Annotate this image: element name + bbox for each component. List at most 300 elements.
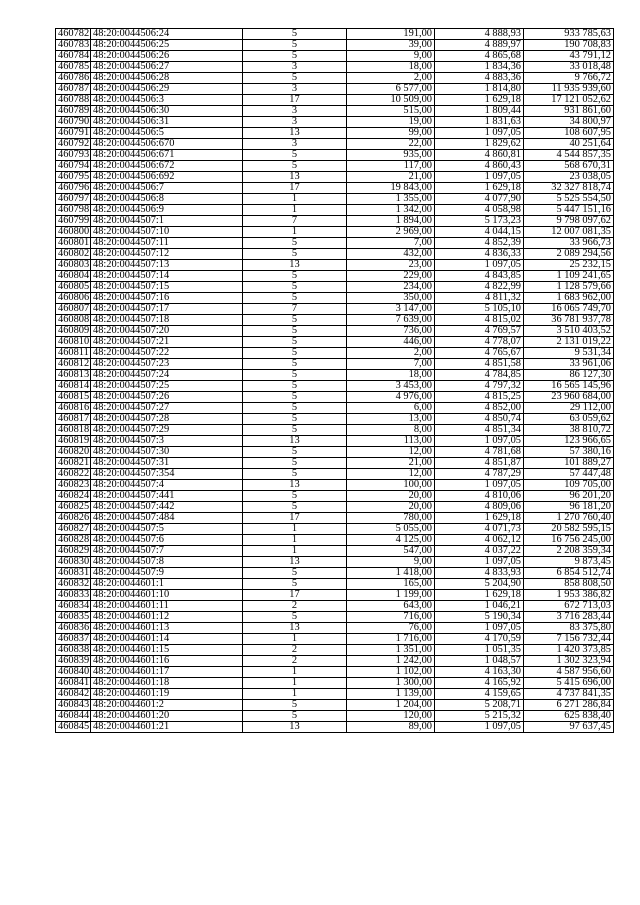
row-number-cell: 460844	[56, 711, 91, 722]
cadastral-value-cell: 16 565 145,96	[524, 381, 614, 392]
cadastral-number-cell: 48:20:0044601:1	[91, 579, 243, 590]
group-code-cell: 5	[243, 282, 347, 293]
group-code-cell: 13	[243, 172, 347, 183]
area-cell: 716,00	[347, 612, 435, 623]
area-cell: 547,00	[347, 546, 435, 557]
area-cell: 229,00	[347, 271, 435, 282]
area-cell: 1 351,00	[347, 645, 435, 656]
table-row	[56, 711, 614, 722]
table-row	[56, 612, 614, 623]
table-row	[56, 403, 614, 414]
cadastral-value-cell: 568 670,31	[524, 161, 614, 172]
cadastral-number-cell: 48:20:0044601:20	[91, 711, 243, 722]
group-code-cell: 13	[243, 260, 347, 271]
specific-value-cell: 1 097,05	[435, 480, 524, 491]
table-row	[56, 480, 614, 491]
table-row	[56, 216, 614, 227]
area-cell: 1 139,00	[347, 689, 435, 700]
cadastral-number-cell: 48:20:0044506:27	[91, 62, 243, 73]
row-number-cell: 460783	[56, 40, 91, 51]
row-number-cell: 460810	[56, 337, 91, 348]
table-row	[56, 645, 614, 656]
table-row	[56, 304, 614, 315]
table-row	[56, 700, 614, 711]
row-number-cell: 460826	[56, 513, 91, 524]
group-code-cell: 5	[243, 711, 347, 722]
row-number-cell: 460790	[56, 117, 91, 128]
specific-value-cell: 4 852,39	[435, 238, 524, 249]
cadastral-value-cell: 9 531,34	[524, 348, 614, 359]
cadastral-number-cell: 48:20:0044506:670	[91, 139, 243, 150]
cadastral-value-cell: 5 415 696,00	[524, 678, 614, 689]
group-code-cell: 5	[243, 403, 347, 414]
cadastral-number-cell: 48:20:0044507:24	[91, 370, 243, 381]
row-number-cell: 460816	[56, 403, 91, 414]
area-cell: 18,00	[347, 370, 435, 381]
table-row	[56, 282, 614, 293]
group-code-cell: 5	[243, 458, 347, 469]
cadastral-value-cell: 33 018,48	[524, 62, 614, 73]
cadastral-value-cell: 40 251,64	[524, 139, 614, 150]
area-cell: 22,00	[347, 139, 435, 150]
table-row	[56, 84, 614, 95]
area-cell: 113,00	[347, 436, 435, 447]
table-row	[56, 337, 614, 348]
specific-value-cell: 4 797,32	[435, 381, 524, 392]
group-code-cell: 5	[243, 73, 347, 84]
row-number-cell: 460793	[56, 150, 91, 161]
specific-value-cell: 1 097,05	[435, 623, 524, 634]
cadastral-value-cell: 109 705,00	[524, 480, 614, 491]
group-code-cell: 2	[243, 601, 347, 612]
cadastral-number-cell: 48:20:0044506:24	[91, 29, 243, 40]
row-number-cell: 460832	[56, 579, 91, 590]
specific-value-cell: 1 097,05	[435, 128, 524, 139]
table-row	[56, 381, 614, 392]
row-number-cell: 460830	[56, 557, 91, 568]
cadastral-number-cell: 48:20:0044507:4	[91, 480, 243, 491]
table-row	[56, 348, 614, 359]
group-code-cell: 5	[243, 249, 347, 260]
specific-value-cell: 1 048,57	[435, 656, 524, 667]
row-number-cell: 460785	[56, 62, 91, 73]
table-row	[56, 73, 614, 84]
group-code-cell: 5	[243, 381, 347, 392]
cadastral-number-cell: 48:20:0044507:13	[91, 260, 243, 271]
group-code-cell: 1	[243, 667, 347, 678]
cadastral-value-cell: 190 708,83	[524, 40, 614, 51]
area-cell: 1 204,00	[347, 700, 435, 711]
row-number-cell: 460831	[56, 568, 91, 579]
group-code-cell: 5	[243, 51, 347, 62]
group-code-cell: 13	[243, 623, 347, 634]
table-row	[56, 447, 614, 458]
row-number-cell: 460823	[56, 480, 91, 491]
area-cell: 13,00	[347, 414, 435, 425]
specific-value-cell: 1 829,62	[435, 139, 524, 150]
group-code-cell: 7	[243, 304, 347, 315]
specific-value-cell: 4 851,58	[435, 359, 524, 370]
specific-value-cell: 1 814,80	[435, 84, 524, 95]
cadastral-value-cell: 9 766,72	[524, 73, 614, 84]
group-code-cell: 1	[243, 678, 347, 689]
table-row	[56, 722, 614, 733]
cadastral-value-cell: 4 544 857,35	[524, 150, 614, 161]
row-number-cell: 460788	[56, 95, 91, 106]
cadastral-value-cell: 34 800,97	[524, 117, 614, 128]
area-cell: 2,00	[347, 348, 435, 359]
group-code-cell: 5	[243, 29, 347, 40]
table-row	[56, 425, 614, 436]
area-cell: 7,00	[347, 359, 435, 370]
cadastral-number-cell: 48:20:0044506:692	[91, 172, 243, 183]
cadastral-value-cell: 672 713,03	[524, 601, 614, 612]
cadastral-value-cell: 33 961,06	[524, 359, 614, 370]
area-cell: 1 199,00	[347, 590, 435, 601]
area-cell: 736,00	[347, 326, 435, 337]
specific-value-cell: 1 097,05	[435, 172, 524, 183]
area-cell: 7,00	[347, 238, 435, 249]
cadastral-number-cell: 48:20:0044507:10	[91, 227, 243, 238]
cadastral-number-cell: 48:20:0044601:18	[91, 678, 243, 689]
specific-value-cell: 4 865,68	[435, 51, 524, 62]
row-number-cell: 460841	[56, 678, 91, 689]
table-row	[56, 513, 614, 524]
row-number-cell: 460843	[56, 700, 91, 711]
group-code-cell: 3	[243, 62, 347, 73]
cadastral-number-cell: 48:20:0044507:16	[91, 293, 243, 304]
area-cell: 1 894,00	[347, 216, 435, 227]
cadastral-number-cell: 48:20:0044507:15	[91, 282, 243, 293]
cadastral-value-cell: 1 270 760,40	[524, 513, 614, 524]
cadastral-number-cell: 48:20:0044507:7	[91, 546, 243, 557]
specific-value-cell: 5 204,90	[435, 579, 524, 590]
group-code-cell: 1	[243, 546, 347, 557]
specific-value-cell: 4 815,02	[435, 315, 524, 326]
row-number-cell: 460796	[56, 183, 91, 194]
specific-value-cell: 4 888,93	[435, 29, 524, 40]
group-code-cell: 5	[243, 502, 347, 513]
row-number-cell: 460786	[56, 73, 91, 84]
specific-value-cell: 4 883,36	[435, 73, 524, 84]
table-row	[56, 238, 614, 249]
area-cell: 6,00	[347, 403, 435, 414]
cadastral-value-cell: 3 716 283,44	[524, 612, 614, 623]
cadastral-value-cell: 86 127,30	[524, 370, 614, 381]
specific-value-cell: 4 071,73	[435, 524, 524, 535]
cadastral-value-cell: 9 873,45	[524, 557, 614, 568]
cadastral-number-cell: 48:20:0044506:28	[91, 73, 243, 84]
cadastral-value-cell: 16 065 749,70	[524, 304, 614, 315]
specific-value-cell: 1 097,05	[435, 722, 524, 733]
cadastral-number-cell: 48:20:0044507:5	[91, 524, 243, 535]
group-code-cell: 5	[243, 392, 347, 403]
row-number-cell: 460794	[56, 161, 91, 172]
group-code-cell: 5	[243, 469, 347, 480]
area-cell: 12,00	[347, 469, 435, 480]
area-cell: 780,00	[347, 513, 435, 524]
area-cell: 3 147,00	[347, 304, 435, 315]
cadastral-number-cell: 48:20:0044506:31	[91, 117, 243, 128]
table-row	[56, 579, 614, 590]
specific-value-cell: 4 809,06	[435, 502, 524, 513]
specific-value-cell: 4 769,57	[435, 326, 524, 337]
cadastral-value-table	[55, 28, 614, 733]
table-row	[56, 183, 614, 194]
cadastral-number-cell: 48:20:0044507:22	[91, 348, 243, 359]
cadastral-value-cell: 6 854 512,74	[524, 568, 614, 579]
group-code-cell: 5	[243, 612, 347, 623]
row-number-cell: 460804	[56, 271, 91, 282]
row-number-cell: 460822	[56, 469, 91, 480]
specific-value-cell: 4 851,34	[435, 425, 524, 436]
cadastral-value-cell: 5 447 151,16	[524, 205, 614, 216]
area-cell: 1 418,00	[347, 568, 435, 579]
table-row	[56, 194, 614, 205]
table-row	[56, 634, 614, 645]
area-cell: 3 453,00	[347, 381, 435, 392]
cadastral-number-cell: 48:20:0044507:21	[91, 337, 243, 348]
cadastral-value-cell: 11 935 939,60	[524, 84, 614, 95]
area-cell: 165,00	[347, 579, 435, 590]
group-code-cell: 3	[243, 84, 347, 95]
cadastral-number-cell: 48:20:0044506:30	[91, 106, 243, 117]
specific-value-cell: 5 190,34	[435, 612, 524, 623]
group-code-cell: 1	[243, 535, 347, 546]
specific-value-cell: 4 044,15	[435, 227, 524, 238]
row-number-cell: 460799	[56, 216, 91, 227]
row-number-cell: 460818	[56, 425, 91, 436]
row-number-cell: 460784	[56, 51, 91, 62]
group-code-cell: 5	[243, 370, 347, 381]
cadastral-number-cell: 48:20:0044507:441	[91, 491, 243, 502]
cadastral-number-cell: 48:20:0044507:9	[91, 568, 243, 579]
area-cell: 4 976,00	[347, 392, 435, 403]
table-row	[56, 656, 614, 667]
cadastral-value-cell: 2 131 019,22	[524, 337, 614, 348]
group-code-cell: 5	[243, 238, 347, 249]
table-row	[56, 535, 614, 546]
row-number-cell: 460782	[56, 29, 91, 40]
specific-value-cell: 5 208,71	[435, 700, 524, 711]
cadastral-value-cell: 4 587 956,60	[524, 667, 614, 678]
table-row	[56, 172, 614, 183]
row-number-cell: 460811	[56, 348, 91, 359]
specific-value-cell: 4 843,85	[435, 271, 524, 282]
area-cell: 23,00	[347, 260, 435, 271]
cadastral-value-cell: 32 327 818,74	[524, 183, 614, 194]
cadastral-number-cell: 48:20:0044507:28	[91, 414, 243, 425]
row-number-cell: 460828	[56, 535, 91, 546]
cadastral-value-cell: 7 156 732,44	[524, 634, 614, 645]
specific-value-cell: 4 170,59	[435, 634, 524, 645]
group-code-cell: 5	[243, 700, 347, 711]
cadastral-number-cell: 48:20:0044507:18	[91, 315, 243, 326]
table-row	[56, 128, 614, 139]
group-code-cell: 5	[243, 348, 347, 359]
cadastral-value-cell: 1 109 241,65	[524, 271, 614, 282]
cadastral-number-cell: 48:20:0044507:1	[91, 216, 243, 227]
area-cell: 515,00	[347, 106, 435, 117]
area-cell: 234,00	[347, 282, 435, 293]
cadastral-value-cell: 6 271 286,84	[524, 700, 614, 711]
specific-value-cell: 1 097,05	[435, 557, 524, 568]
row-number-cell: 460819	[56, 436, 91, 447]
row-number-cell: 460842	[56, 689, 91, 700]
row-number-cell: 460845	[56, 722, 91, 733]
row-number-cell: 460808	[56, 315, 91, 326]
area-cell: 935,00	[347, 150, 435, 161]
group-code-cell: 5	[243, 161, 347, 172]
area-cell: 1 342,00	[347, 205, 435, 216]
table-row	[56, 227, 614, 238]
group-code-cell: 2	[243, 656, 347, 667]
group-code-cell: 3	[243, 106, 347, 117]
table-row	[56, 117, 614, 128]
table-row	[56, 293, 614, 304]
cadastral-value-cell: 3 510 403,52	[524, 326, 614, 337]
cadastral-number-cell: 48:20:0044601:15	[91, 645, 243, 656]
specific-value-cell: 4 163,30	[435, 667, 524, 678]
row-number-cell: 460825	[56, 502, 91, 513]
cadastral-value-cell: 29 112,00	[524, 403, 614, 414]
row-number-cell: 460792	[56, 139, 91, 150]
table-row	[56, 260, 614, 271]
specific-value-cell: 4 058,98	[435, 205, 524, 216]
table-row	[56, 568, 614, 579]
group-code-cell: 5	[243, 579, 347, 590]
specific-value-cell: 1 629,18	[435, 513, 524, 524]
table-row	[56, 491, 614, 502]
cadastral-value-cell: 4 737 841,35	[524, 689, 614, 700]
cadastral-number-cell: 48:20:0044507:442	[91, 502, 243, 513]
group-code-cell: 5	[243, 414, 347, 425]
specific-value-cell: 5 215,32	[435, 711, 524, 722]
row-number-cell: 460812	[56, 359, 91, 370]
specific-value-cell: 4 077,90	[435, 194, 524, 205]
specific-value-cell: 1 809,44	[435, 106, 524, 117]
area-cell: 100,00	[347, 480, 435, 491]
cadastral-value-cell: 12 007 081,35	[524, 227, 614, 238]
cadastral-number-cell: 48:20:0044506:7	[91, 183, 243, 194]
group-code-cell: 5	[243, 293, 347, 304]
area-cell: 21,00	[347, 458, 435, 469]
table-row	[56, 326, 614, 337]
table-row	[56, 678, 614, 689]
row-number-cell: 460801	[56, 238, 91, 249]
table-row	[56, 205, 614, 216]
row-number-cell: 460813	[56, 370, 91, 381]
table-row	[56, 62, 614, 73]
group-code-cell: 7	[243, 216, 347, 227]
table-row	[56, 502, 614, 513]
cadastral-value-cell: 96 201,20	[524, 491, 614, 502]
group-code-cell: 13	[243, 480, 347, 491]
cadastral-number-cell: 48:20:0044507:6	[91, 535, 243, 546]
specific-value-cell: 4 833,93	[435, 568, 524, 579]
group-code-cell: 5	[243, 337, 347, 348]
row-number-cell: 460824	[56, 491, 91, 502]
cadastral-value-cell: 933 785,63	[524, 29, 614, 40]
specific-value-cell: 4 784,85	[435, 370, 524, 381]
specific-value-cell: 4 778,07	[435, 337, 524, 348]
cadastral-number-cell: 48:20:0044507:29	[91, 425, 243, 436]
specific-value-cell: 1 629,18	[435, 95, 524, 106]
row-number-cell: 460815	[56, 392, 91, 403]
group-code-cell: 1	[243, 634, 347, 645]
specific-value-cell: 4 860,43	[435, 161, 524, 172]
table-row	[56, 29, 614, 40]
row-number-cell: 460840	[56, 667, 91, 678]
group-code-cell: 17	[243, 513, 347, 524]
row-number-cell: 460798	[56, 205, 91, 216]
cadastral-number-cell: 48:20:0044601:11	[91, 601, 243, 612]
cadastral-number-cell: 48:20:0044507:31	[91, 458, 243, 469]
area-cell: 19,00	[347, 117, 435, 128]
cadastral-number-cell: 48:20:0044507:26	[91, 392, 243, 403]
cadastral-value-cell: 23 038,05	[524, 172, 614, 183]
cadastral-value-cell: 25 232,15	[524, 260, 614, 271]
cadastral-number-cell: 48:20:0044507:484	[91, 513, 243, 524]
row-number-cell: 460807	[56, 304, 91, 315]
row-number-cell: 460833	[56, 590, 91, 601]
specific-value-cell: 4 781,68	[435, 447, 524, 458]
group-code-cell: 5	[243, 425, 347, 436]
cadastral-value-cell: 16 756 245,00	[524, 535, 614, 546]
area-cell: 1 716,00	[347, 634, 435, 645]
area-cell: 191,00	[347, 29, 435, 40]
cadastral-number-cell: 48:20:0044601:19	[91, 689, 243, 700]
table-row	[56, 414, 614, 425]
cadastral-number-cell: 48:20:0044506:8	[91, 194, 243, 205]
area-cell: 2,00	[347, 73, 435, 84]
cadastral-value-cell: 123 966,65	[524, 436, 614, 447]
row-number-cell: 460800	[56, 227, 91, 238]
table-row	[56, 51, 614, 62]
cadastral-value-cell: 108 607,95	[524, 128, 614, 139]
table-row	[56, 370, 614, 381]
row-number-cell: 460806	[56, 293, 91, 304]
table-body	[56, 29, 614, 733]
group-code-cell: 5	[243, 491, 347, 502]
group-code-cell: 5	[243, 271, 347, 282]
group-code-cell: 17	[243, 95, 347, 106]
area-cell: 6 577,00	[347, 84, 435, 95]
area-cell: 446,00	[347, 337, 435, 348]
row-number-cell: 460838	[56, 645, 91, 656]
table-row	[56, 161, 614, 172]
specific-value-cell: 4 159,65	[435, 689, 524, 700]
area-cell: 120,00	[347, 711, 435, 722]
table-row	[56, 315, 614, 326]
specific-value-cell: 5 105,10	[435, 304, 524, 315]
cadastral-number-cell: 48:20:0044506:29	[91, 84, 243, 95]
cadastral-number-cell: 48:20:0044601:2	[91, 700, 243, 711]
group-code-cell: 1	[243, 689, 347, 700]
cadastral-value-cell: 23 960 684,00	[524, 392, 614, 403]
cadastral-number-cell: 48:20:0044507:3	[91, 436, 243, 447]
specific-value-cell: 1 834,36	[435, 62, 524, 73]
row-number-cell: 460795	[56, 172, 91, 183]
row-number-cell: 460787	[56, 84, 91, 95]
group-code-cell: 5	[243, 150, 347, 161]
table-row	[56, 469, 614, 480]
cadastral-number-cell: 48:20:0044506:5	[91, 128, 243, 139]
row-number-cell: 460802	[56, 249, 91, 260]
group-code-cell: 5	[243, 326, 347, 337]
group-code-cell: 1	[243, 524, 347, 535]
row-number-cell: 460789	[56, 106, 91, 117]
